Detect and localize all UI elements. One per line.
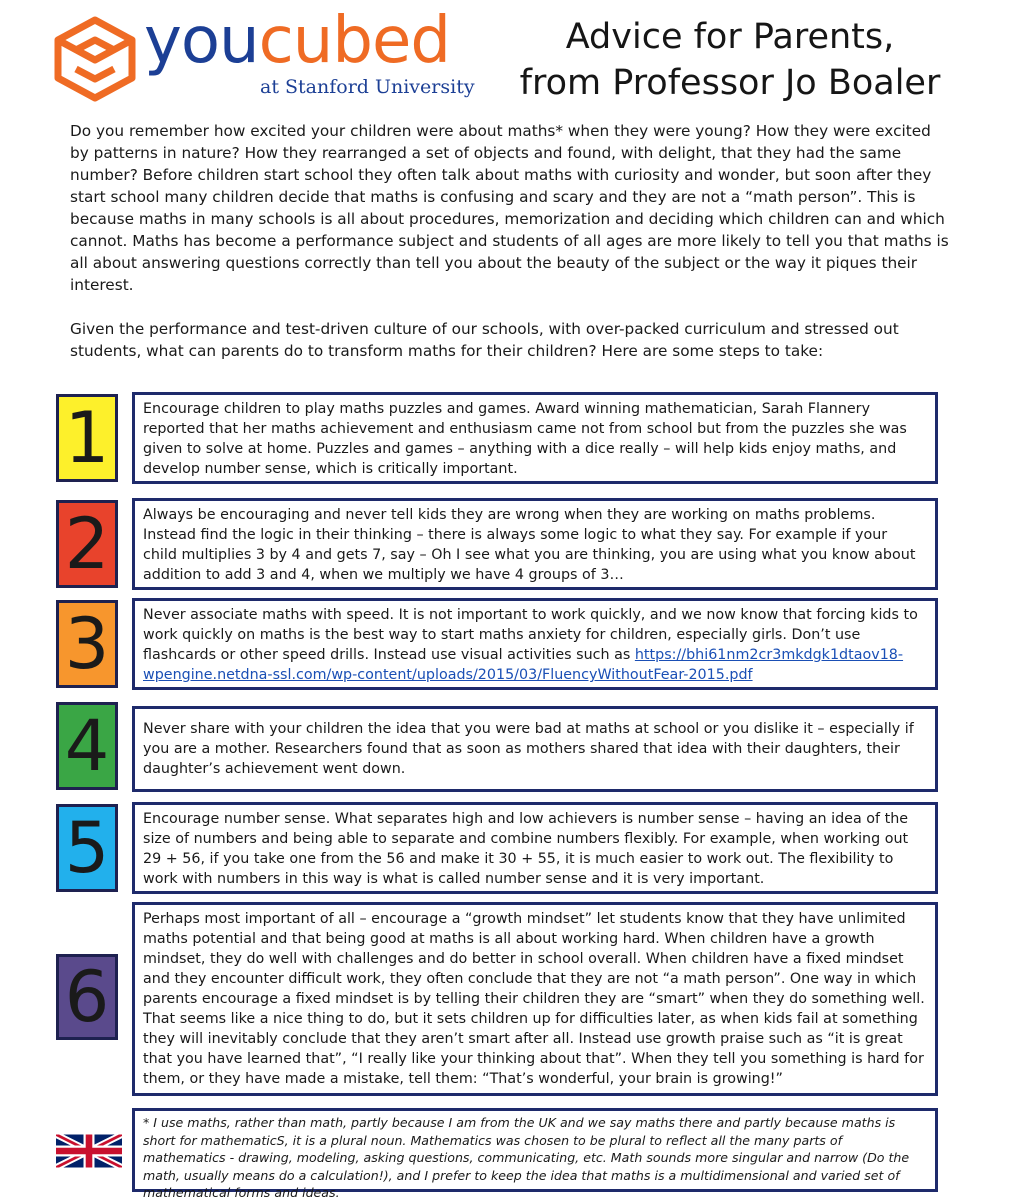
- logo-you: you: [144, 4, 259, 78]
- step-number-3: 3: [56, 600, 118, 688]
- intro-paragraph-2: Given the performance and test-driven culture of our schools, with over-packed curriculum and stressed out students, what can parents do to transform maths for their children? Here are some steps to take:: [70, 320, 899, 360]
- step-2: [56, 498, 938, 590]
- step-text-1: Encourage children to play maths puzzles and games. Award winning mathematician, Sarah Flannery reported that her maths achievement and enthusiasm came not from school but from the puzzles she was given to solve at home. Puzzles and games – anything with a dice really – will help kids enjoy maths, and develop number sense, which is critically important.: [132, 392, 938, 484]
- page-title: [480, 14, 980, 106]
- step-text-3: [132, 598, 938, 690]
- uk-flag-icon: [56, 1134, 122, 1168]
- step-3: [56, 598, 938, 690]
- step-number-2: 2: [56, 500, 118, 588]
- title-line-2: from Professor Jo Boaler: [519, 63, 941, 103]
- intro-paragraph-1: Do you remember how excited your children were about maths* when they were young? How they were excited by patterns in nature? How they rearranged a set of objects and found, with delight, that they had the same number? Before children start school they often talk about maths with curiosity and wonder, but soon after they start school many children decide that maths is confusing and scary and they are not a “math person”. This is because maths in many schools is all about procedures, memorization and deciding which children can and which cannot. Maths has become a performance subject and students of all ages are more likely to tell you that maths is all about answering questions correctly than tell you about the beauty of the subject or the way it piques their interest.: [70, 122, 949, 294]
- step-text-3-body: Never associate maths with speed. It is not important to work quickly, and we now know that forcing kids to work quickly on maths is the best way to start maths anxiety for children, especially girls. Don’t use flashcards or other speed drills. Instead use visual activities such as: [143, 607, 918, 663]
- youcubed-logo[interactable]: [52, 4, 475, 110]
- footnote: [56, 1108, 938, 1200]
- fluency-pdf-link[interactable]: https://bhi61nm2cr3mkdgk1dtaov18-wpengine.netdna-ssl.com/wp-content/uploads/2015/03/FluencyWithoutFear-2015.pdf: [143, 647, 904, 683]
- header: [0, 0, 1011, 118]
- step-text-6: Perhaps most important of all – encourage a “growth mindset” let students know that they have unlimited maths potential and that being good at maths is all about working hard. When children have a growth mindset, they do well with challenges and do better in school overall. When children have a fixed mindset and they encounter difficult work, they often conclude that they are not “a math person”. One way in which parents encourage a fixed mindset is by telling their children they are “smart” when they do something well. That seems like a nice thing to do, but it sets children up for difficulties later, as when kids fail at something they will inevitably conclude that they aren’t smart after all. Instead use growth praise such as “it is great that you have learned that”, “I really like your thinking about that”. When they tell you something is hard for them, or they have made a mistake, tell them: “That’s wonderful, your brain is growing!”: [132, 902, 938, 1096]
- logo-wordmark: [144, 4, 450, 78]
- step-text-4: Never share with your children the idea that you were bad at maths at school or you dislike it – especially if you are a mother. Researchers found that as soon as mothers shared that idea with their daughters, their daughter’s achievement went down.: [132, 706, 938, 792]
- title-line-1: Advice for Parents,: [565, 17, 895, 57]
- step-number-5: 5: [56, 804, 118, 892]
- logo-subtitle: at Stanford University: [260, 76, 475, 98]
- step-text-2: Always be encouraging and never tell kids they are wrong when they are working on maths problems. Instead find the logic in their thinking – there is always some logic to what they say. For example if your child multiplies 3 by 4 and gets 7, say – Oh I see what you are thinking, you are using what you know about addition to add 3 and 4, when we multiply we have 4 groups of 3…: [132, 498, 938, 590]
- step-5: [56, 802, 938, 894]
- cube-logo-icon: [52, 16, 138, 102]
- step-4: [56, 700, 938, 794]
- footnote-text: * I use maths, rather than math, partly because I am from the UK and we say maths there and partly because maths is short for mathematicS, it is a plural noun. Mathematics was chosen to be plural to reflect all the many parts of mathematics - drawing, modeling, asking questions, communicating, etc. Math sounds more singular and narrow (Do the math, usually means do a calculation!), and I prefer to keep the idea that maths is a multidimensional and varied set of mathematical forms and ideas.: [132, 1108, 938, 1192]
- logo-cubed: cubed: [258, 4, 450, 78]
- intro-text: [70, 120, 952, 384]
- step-6: [56, 902, 938, 1098]
- step-number-1: 1: [56, 394, 118, 482]
- step-text-5: Encourage number sense. What separates high and low achievers is number sense – having an idea of the size of numbers and being able to separate and combine numbers flexibly. For example, when working out 29 + 56, if you take one from the 56 and make it 30 + 55, it is much easier to work out. The flexibility to work with numbers in this way is what is called number sense and it is very important.: [132, 802, 938, 894]
- step-number-4: 4: [56, 702, 118, 790]
- step-number-6: 6: [56, 954, 118, 1040]
- step-1: [56, 392, 938, 486]
